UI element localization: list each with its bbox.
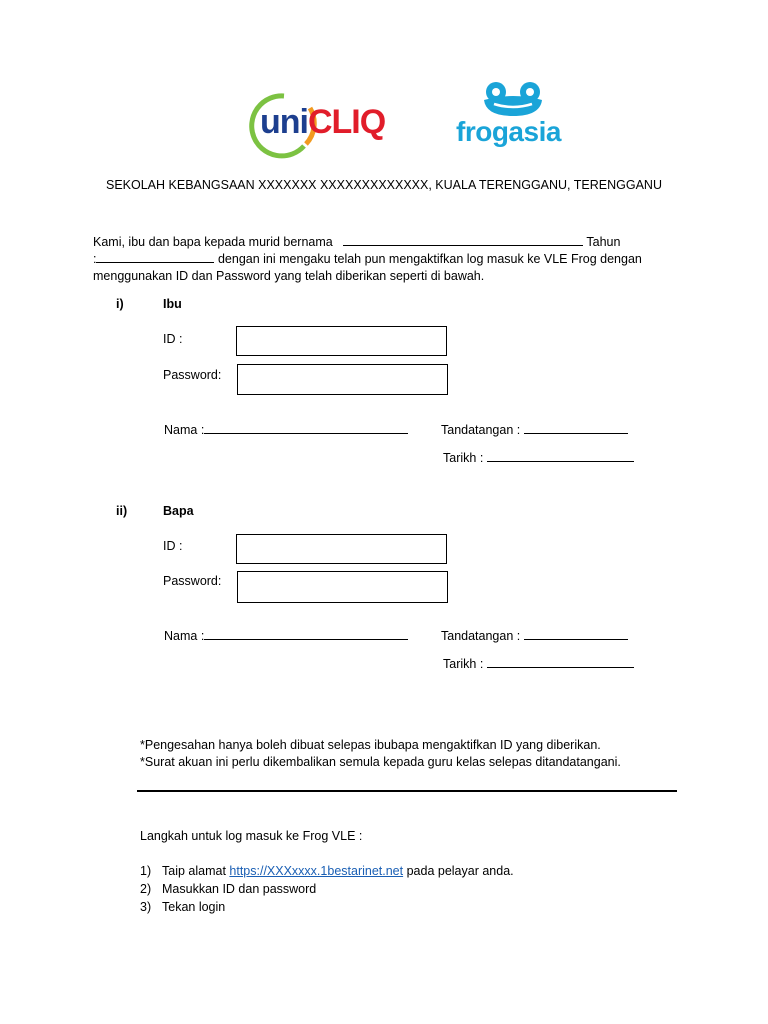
section-bapa-title: Bapa: [163, 504, 194, 518]
frogasia-logo-text: frogasia: [456, 116, 561, 147]
unicliq-logo-uni: uni: [260, 103, 308, 141]
ibu-password-field[interactable]: [237, 364, 448, 395]
section-ibu-title: Ibu: [163, 297, 182, 311]
school-title: SEKOLAH KEBANGSAAN XXXXXXX XXXXXXXXXXXXX, KUALA TERENGGANU, TERENGGANU: [106, 178, 662, 192]
unicliq-logo-cliq: CLIQ: [307, 103, 386, 141]
section-bapa-numeral: ii): [116, 504, 128, 518]
divider-line: [137, 790, 677, 792]
intro-line-3: menggunakan ID dan Password yang telah diberikan seperti di bawah.: [93, 269, 485, 283]
steps-heading: Langkah untuk log masuk ke Frog VLE :: [140, 829, 363, 843]
section-ibu-numeral: i): [116, 297, 124, 311]
frogasia-logo: [456, 80, 568, 152]
list-item: 3) Tekan login: [140, 900, 226, 914]
bapa-password-label: Password:: [163, 574, 222, 588]
ibu-id-field[interactable]: [236, 326, 447, 356]
ibu-id-label: ID :: [163, 332, 183, 346]
list-item: 2) Masukkan ID dan password: [140, 882, 317, 896]
ibu-nama-blank[interactable]: [204, 422, 408, 434]
ibu-nama-row: Nama :: [164, 422, 408, 438]
bapa-nama-row: Nama :: [164, 628, 408, 644]
intro-line-1: Kami, ibu dan bapa kepada murid bernama Tahun: [93, 235, 621, 249]
bapa-id-field[interactable]: [236, 534, 447, 564]
year-blank[interactable]: [96, 251, 214, 263]
list-item: 1) Taip alamat https://XXXxxxx.1bestarinet.net pada pelayar anda.: [140, 864, 514, 878]
ibu-tarikh-blank[interactable]: [487, 450, 634, 462]
unicliq-logo: [244, 88, 414, 160]
bapa-id-label: ID :: [163, 539, 183, 553]
ibu-tandatangan-row: Tandatangan :: [441, 422, 628, 438]
ibu-password-label: Password:: [163, 368, 222, 382]
note-2: *Surat akuan ini perlu dikembalikan semula kepada guru kelas selepas ditandatangani.: [140, 755, 621, 769]
bapa-nama-blank[interactable]: [204, 628, 408, 640]
frog-icon: [480, 80, 546, 120]
bapa-tandatangan-blank[interactable]: [524, 628, 628, 640]
student-name-blank[interactable]: [343, 234, 583, 246]
bapa-password-field[interactable]: [237, 571, 448, 603]
bapa-tarikh-row: Tarikh :: [443, 656, 634, 672]
intro-line-2: : dengan ini mengaku telah pun mengaktifkan log masuk ke VLE Frog dengan: [93, 252, 642, 266]
note-1: *Pengesahan hanya boleh dibuat selepas ibubapa mengaktifkan ID yang diberikan.: [140, 738, 601, 752]
bapa-tarikh-blank[interactable]: [487, 656, 634, 668]
steps-list: [140, 863, 514, 917]
bapa-tandatangan-row: Tandatangan :: [441, 628, 628, 644]
ibu-tandatangan-blank[interactable]: [524, 422, 628, 434]
ibu-tarikh-row: Tarikh :: [443, 450, 634, 466]
vle-url-link[interactable]: https://XXXxxxx.1bestarinet.net: [229, 864, 404, 878]
